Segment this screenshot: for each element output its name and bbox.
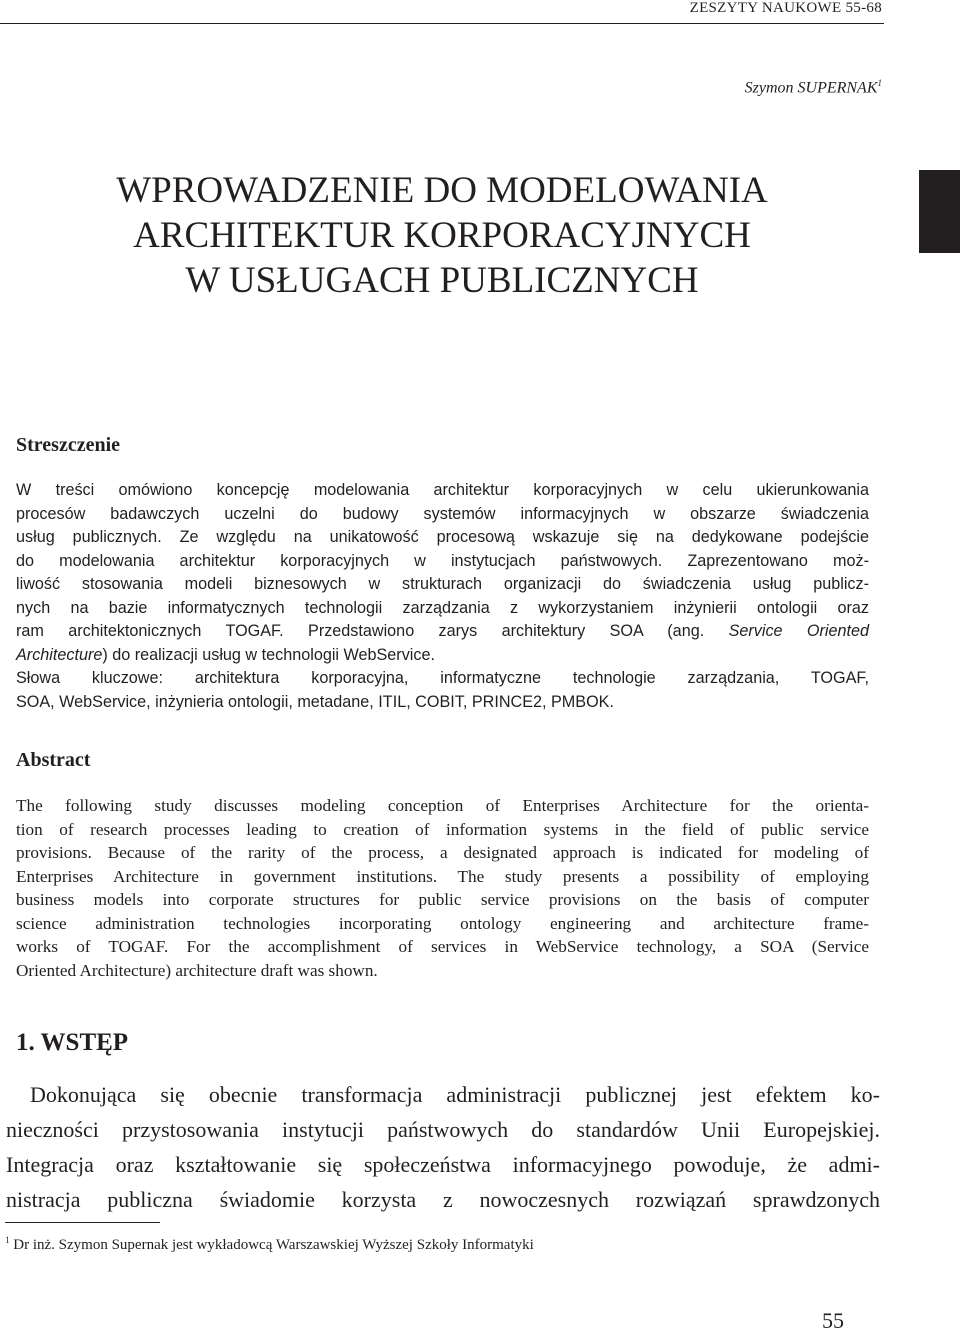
abstract-line: The following study discusses modeling conception of Enterprises Architecture for the orienta- [16, 796, 869, 815]
streszczenie-heading: Streszczenie [16, 434, 121, 456]
wstep-line: nistracja publiczna świadomie korzysta z nowoczesnych rozwiązań sprawdzonych [6, 1187, 880, 1212]
author-name: Szymon SUPERNAK [744, 79, 878, 97]
title-line: WPROWADZENIE DO MODELOWANIA [116, 170, 768, 211]
section-heading-wstep: 1. WSTĘP [16, 1029, 129, 1056]
abstract-line: works of TOGAF. For the accomplishment of services in WebService technology, a SOA (Service [16, 937, 869, 956]
header-rule [0, 23, 884, 24]
wstep-line: nieczności przystosowania instytucji państwowych do standardów Unii Europejskiej. [6, 1117, 880, 1142]
streszczenie-line: W treści omówiono koncepcję modelowania architektur korporacyjnych w celu ukierunkowania [16, 481, 869, 499]
thumb-index-tab [919, 170, 960, 253]
streszczenie-line-with-italic [16, 620, 869, 644]
keywords-line: SOA, WebService, inżynieria ontologii, metadane, ITIL, COBIT, PRINCE2, PMBOK. [16, 692, 614, 711]
page-number: 55 [822, 1308, 844, 1333]
streszczenie-line-text: ) do realizacji usług w technologii WebService. [102, 645, 435, 664]
title-line: W USŁUGACH PUBLICZNYCH [185, 260, 699, 301]
footnote-mark: 1 [5, 1235, 10, 1245]
abstract-line: Enterprises Architecture in government institutions. The study presents a possibility of employing [16, 866, 869, 886]
keywords-line: Słowa kluczowe: architektura korporacyjna, informatyczne technologie zarządzania, TOGAF, [16, 669, 869, 687]
streszczenie-line: usług publicznych. Ze względu na unikatowość procesową wskazuje się na dedykowane podejście [16, 528, 869, 546]
footnote [5, 1235, 534, 1254]
streszczenie-line-text: ram architektonicznych TOGAF. Przedstawiono zarys architektury SOA (ang. [16, 622, 705, 640]
abstract-heading: Abstract [16, 749, 91, 771]
author-line [745, 78, 882, 97]
author-footnote-mark: 1 [877, 78, 882, 88]
italic-term: Service Oriented [728, 622, 870, 640]
abstract-line: tion of research processes leading to creation of information systems in the field of public service [16, 819, 869, 839]
title-line: ARCHITEKTUR KORPORACYJNYCH [133, 215, 751, 256]
footnote-rule [5, 1222, 160, 1223]
abstract-body [16, 794, 869, 982]
journal-header: ZESZYTY NAUKOWE 55-68 [689, 0, 882, 16]
streszczenie-line-with-italic [16, 644, 869, 668]
wstep-body [6, 1077, 880, 1217]
streszczenie-line: procesów badawczych uczelni do budowy systemów informacyjnych w obszarze świadczenia [16, 504, 869, 523]
streszczenie-line: do modelowania architektur korporacyjnych w instytucjach państwowych. Zaprezentowano moż- [16, 551, 869, 570]
streszczenie-line: nych na bazie informatycznych technologii zarządzania z wykorzystaniem inżynierii ontologii oraz [16, 598, 869, 617]
wstep-line: Dokonująca się obecnie transformacja administracji publicznej jest efektem ko- [30, 1082, 880, 1107]
abstract-line: science administration technologies incorporating ontology engineering and architecture frame- [16, 913, 869, 933]
streszczenie-line: liwość stosowania modeli biznesowych w strukturach organizacji do świadczenia usług publicz- [16, 575, 869, 593]
streszczenie-body [16, 479, 869, 714]
footnote-text: Dr inż. Szymon Supernak jest wykładowcą Warszawskiej Wyższej Szkoły Informatyki [9, 1237, 534, 1253]
abstract-line: Oriented Architecture) architecture draft was shown. [16, 960, 378, 980]
wstep-line: Integracja oraz kształtowanie się społeczeństwa informacyjnego powoduje, że admi- [6, 1152, 880, 1177]
abstract-line: business models into corporate structures for public service provisions on the basis of computer [16, 890, 869, 909]
paper-title [0, 168, 884, 303]
italic-term: Architecture [16, 645, 103, 664]
abstract-line: provisions. Because of the rarity of the process, a designated approach is indicated for modeling of [16, 843, 869, 862]
